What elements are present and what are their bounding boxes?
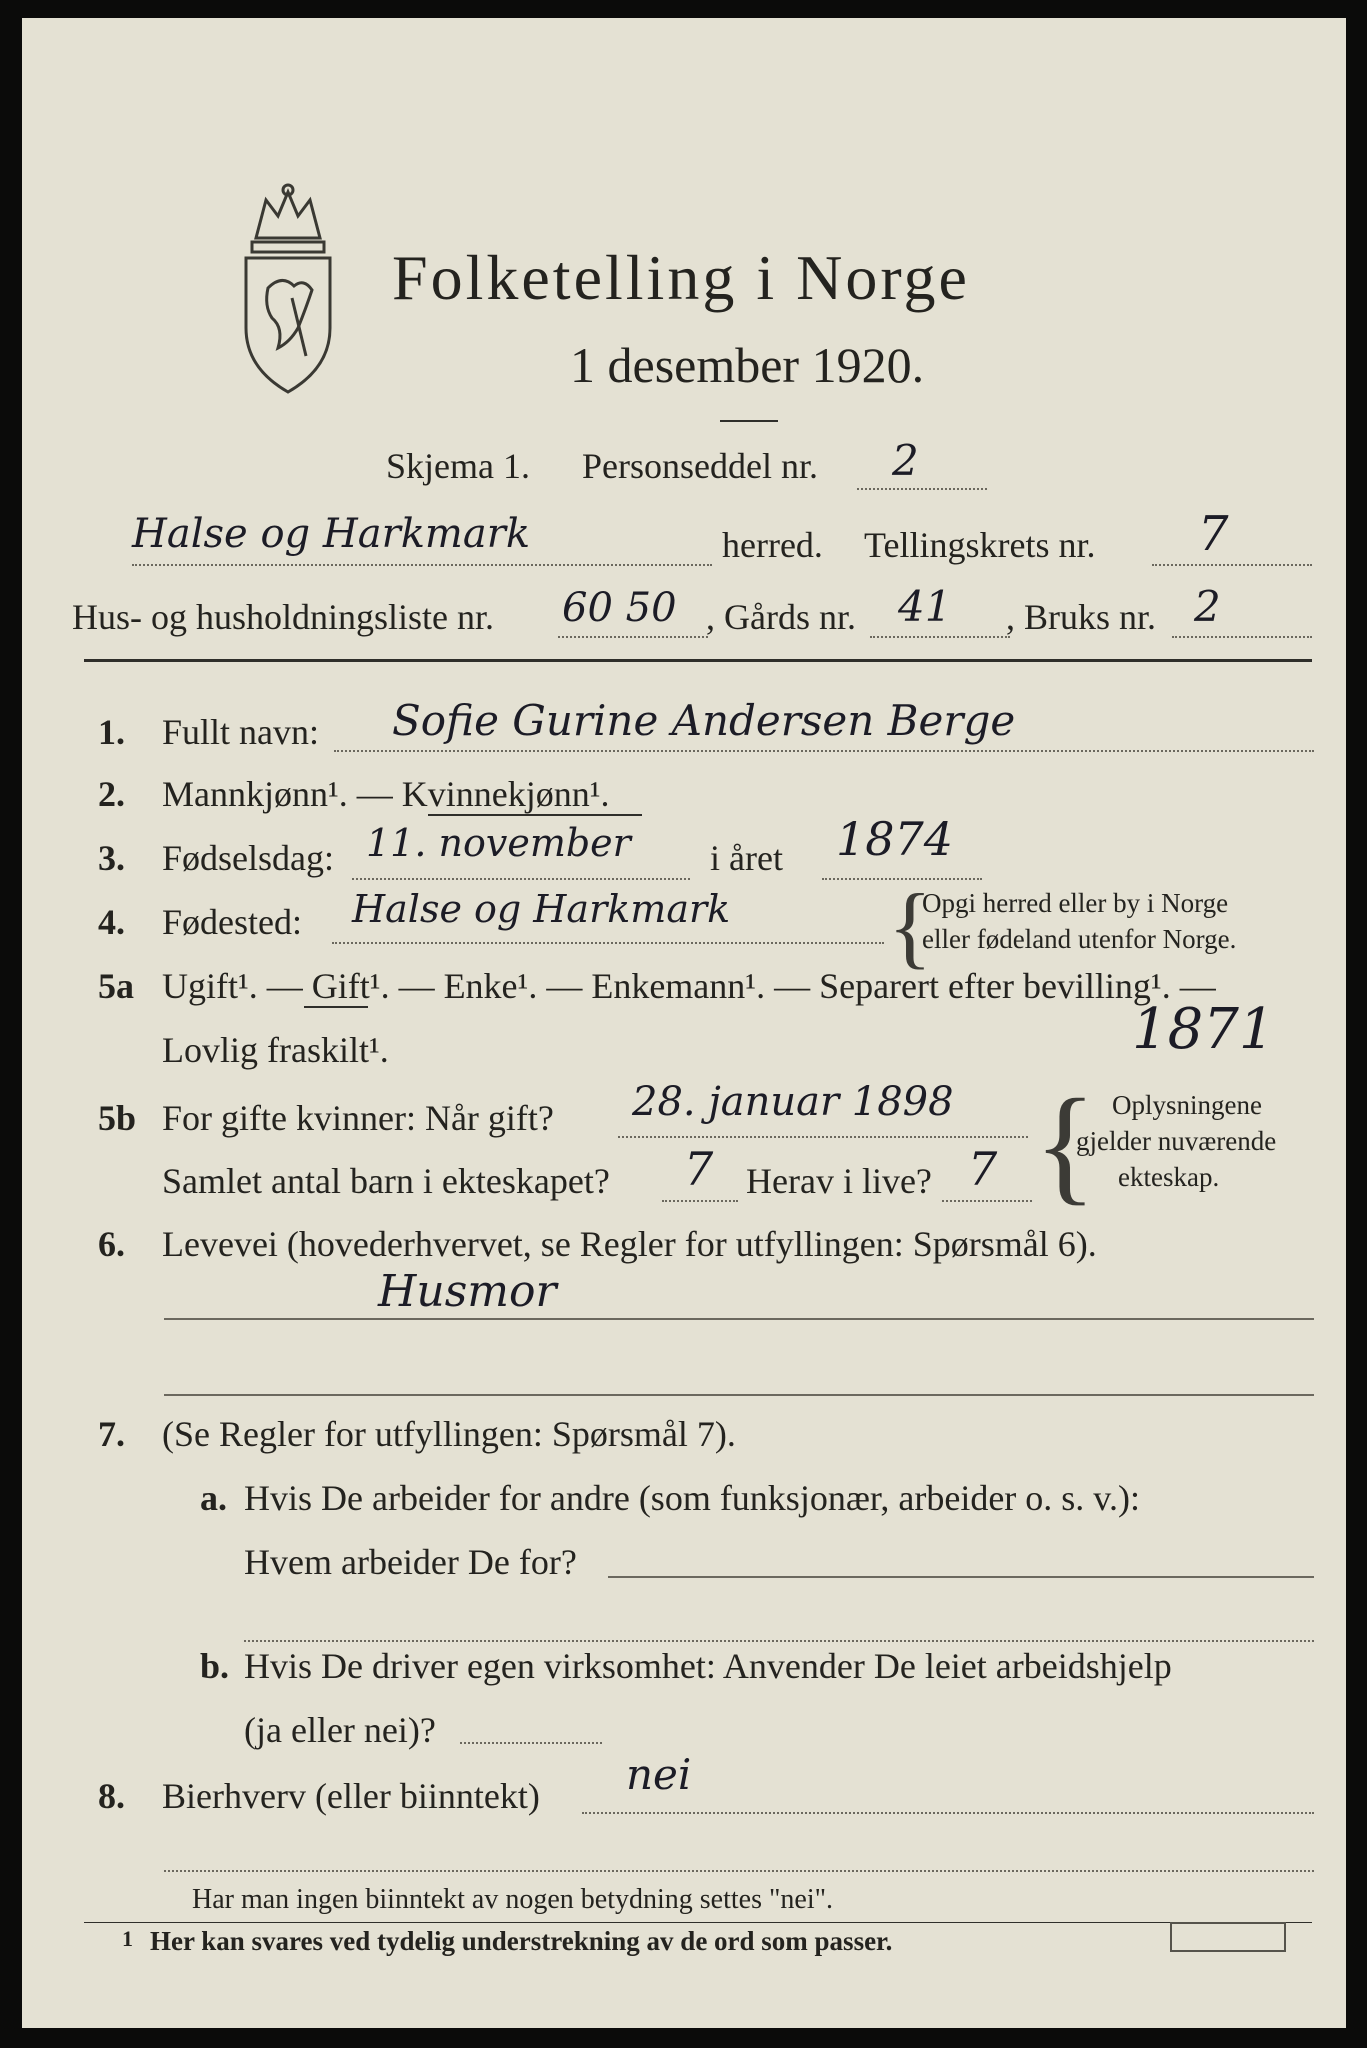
occupation-value: Husmor [378, 1266, 557, 1317]
marriage-note-3: ekteskap. [1118, 1162, 1220, 1192]
gift-underline [304, 1006, 368, 1008]
occupation-line-2 [164, 1394, 1314, 1396]
hired-help-line [460, 1742, 602, 1744]
married-date-line [618, 1136, 1028, 1138]
herred-value: Halse og Harkmark [132, 511, 531, 557]
birthplace-note-2: eller fødeland utenfor Norge. [922, 924, 1237, 954]
birth-day-value: 11. november [366, 821, 631, 865]
header-divider [84, 659, 1312, 662]
personseddel-label: Personseddel nr. [582, 446, 818, 486]
footnote-text: Her kan svares ved tydelig understrekning av de ord som passer. [150, 1926, 893, 1956]
kvinnekjonn-underline [428, 814, 642, 816]
gards-line [870, 636, 1010, 638]
side-income-label: Bierhverv (eller biinntekt) [162, 1776, 540, 1816]
sex-options: Mannkjønn¹. — Kvinnekjønn¹. [162, 774, 610, 814]
q3-number: 3. [98, 838, 125, 878]
bruks-value: 2 [1194, 582, 1221, 631]
q7a-line-1: Hvis De arbeider for andre (som funksjonær, arbeider o. s. v.): [244, 1478, 1140, 1518]
census-form [22, 18, 1346, 2028]
tellingskrets-value: 7 [1198, 506, 1229, 562]
q7a-letter: a. [200, 1478, 227, 1518]
q7b-letter: b. [200, 1646, 230, 1686]
q3-label: Fødselsdag: [162, 838, 335, 878]
q5a-number: 5a [98, 966, 134, 1006]
birth-day-line [352, 878, 690, 880]
q1-number: 1. [98, 712, 125, 752]
full-name-line [334, 750, 1314, 752]
gards-label: , Gårds nr. [706, 597, 856, 637]
bruks-label: , Bruks nr. [1006, 597, 1157, 637]
birthplace-line [332, 942, 884, 944]
schema-label: Skjema 1. [386, 446, 530, 486]
birthplace-note-1: Opgi herred eller by i Norge [922, 888, 1229, 918]
side-income-line-2 [164, 1870, 1314, 1872]
marriage-note-2: gjelder nuværende [1076, 1126, 1277, 1156]
personseddel-value: 2 [892, 436, 919, 485]
birthplace-value: Halse og Harkmark [352, 887, 731, 931]
footnote-number: 1 [122, 1926, 133, 1951]
alive-line [942, 1200, 1032, 1202]
q7b-line-1: Hvis De driver egen virksomhet: Anvender De leiet arbeidshjelp [244, 1646, 1172, 1686]
employer-line-1 [608, 1576, 1314, 1578]
hus-label: Hus- og husholdningsliste nr. [72, 597, 495, 637]
q5b-number: 5b [98, 1098, 137, 1138]
occupation-label: Levevei (hovederhvervet, se Regler for utfyllingen: Spørsmål 6). [162, 1224, 1097, 1264]
q6-number: 6. [98, 1224, 125, 1264]
side-income-value: nei [626, 1750, 692, 1799]
bruks-line [1172, 636, 1312, 638]
no-income-note: Har man ingen biinntekt av nogen betydning settes "nei". [192, 1884, 834, 1915]
title-rule [720, 420, 778, 422]
children-value: 7 [684, 1142, 714, 1196]
q4-number: 4. [98, 902, 125, 942]
marital-options-2: Lovlig fraskilt¹. [162, 1030, 389, 1070]
form-title: Folketelling i Norge [392, 242, 970, 313]
tellingskrets-label: Tellingskrets nr. [864, 525, 1096, 565]
hus-value: 60 50 [562, 585, 677, 631]
q4-label: Fødested: [162, 902, 302, 942]
q7-label: (Se Regler for utfyllingen: Spørsmål 7). [162, 1414, 736, 1454]
herred-line [132, 564, 712, 566]
q1-label: Fullt navn: [162, 712, 320, 752]
footnote-divider [84, 1922, 1312, 1923]
married-label: For gifte kvinner: Når gift? [162, 1098, 554, 1138]
personseddel-line [857, 488, 987, 490]
alive-value: 7 [968, 1142, 998, 1196]
norway-coat-of-arms-icon [232, 178, 344, 398]
alive-label: Herav i live? [746, 1161, 932, 1201]
occupation-line-1 [164, 1318, 1314, 1320]
children-label: Samlet antal barn i ekteskapet? [162, 1161, 610, 1201]
gards-value: 41 [898, 582, 952, 631]
q2-number: 2. [98, 774, 125, 814]
side-income-line [582, 1812, 1314, 1814]
margin-note: 1871 [1132, 997, 1275, 1062]
birth-year-value: 1874 [836, 812, 954, 866]
printer-stamp [1170, 1922, 1286, 1952]
tellingskrets-line [1152, 564, 1312, 566]
marital-options: Ugift¹. — Gift¹. — Enke¹. — Enkemann¹. — Separert efter bevilling¹. — [162, 966, 1216, 1006]
q8-number: 8. [98, 1776, 125, 1816]
hus-line [558, 636, 708, 638]
year-label: i året [710, 838, 783, 878]
q7-number: 7. [98, 1414, 125, 1454]
q4-brace: { [888, 875, 933, 977]
full-name-value: Sofie Gurine Andersen Berge [392, 696, 1016, 745]
children-line [662, 1200, 738, 1202]
married-date-value: 28. januar 1898 [632, 1079, 954, 1125]
q5b-brace: { [1034, 1073, 1097, 1217]
q7b-line-2: (ja eller nei)? [244, 1710, 436, 1750]
census-date: 1 desember 1920. [570, 337, 925, 393]
q7a-line-2: Hvem arbeider De for? [244, 1542, 577, 1582]
herred-label: herred. [722, 525, 823, 565]
employer-line-2 [244, 1640, 1314, 1642]
marriage-note-1: Oplysningene [1112, 1090, 1262, 1120]
